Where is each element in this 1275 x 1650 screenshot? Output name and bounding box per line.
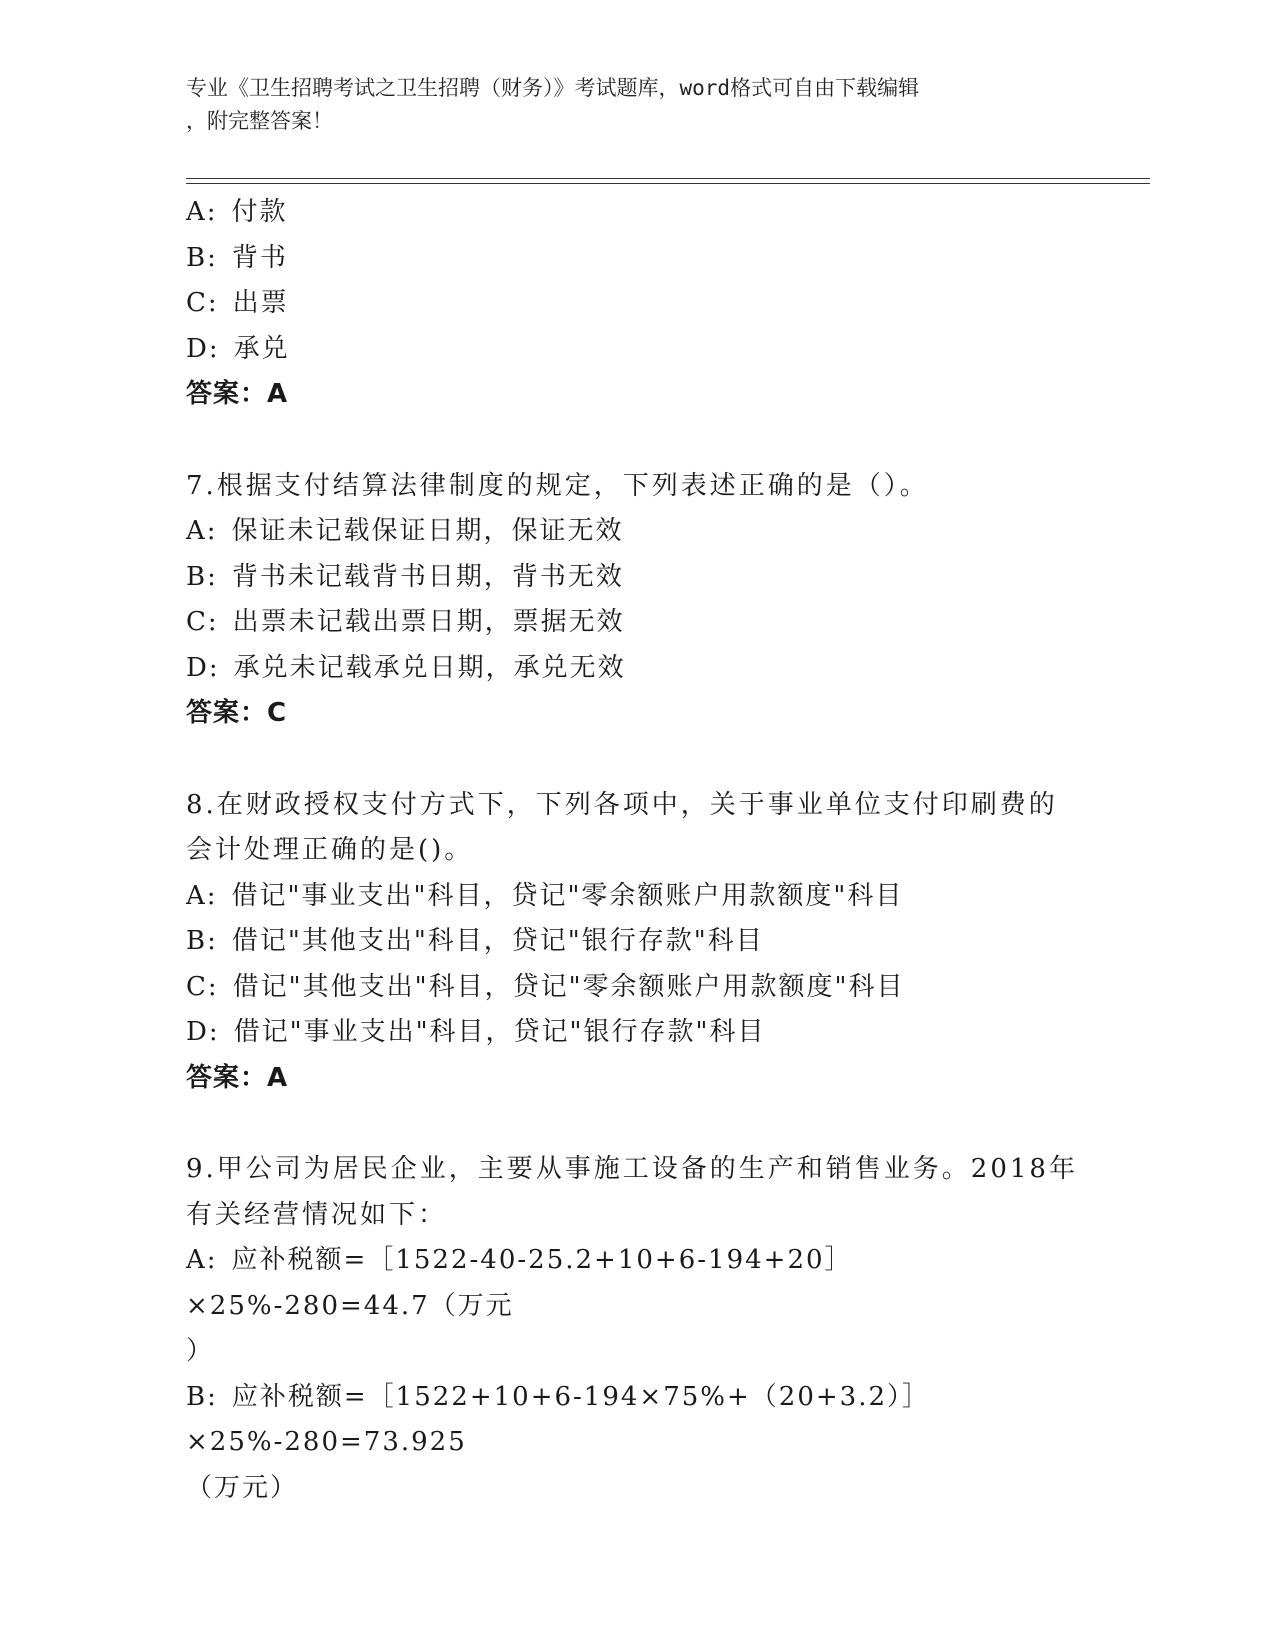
option-b-line-2: （万元） (186, 1472, 299, 1503)
question-text: 7.根据支付结算法律制度的规定，下列表述正确的是（）。 (186, 470, 929, 501)
option-a: A: 付款 (186, 197, 288, 227)
option-b: B: 背书未记载背书日期，背书无效 (186, 561, 624, 592)
question-8 (186, 783, 1086, 1102)
question-7 (186, 464, 1086, 737)
spacer (186, 737, 1086, 783)
question-6 (186, 190, 1086, 418)
header-line-1: 专业《卫生招聘考试之卫生招聘（财务）》考试题库，word格式可自由下载编辑 (186, 76, 920, 100)
answer: 答案：A (186, 379, 289, 409)
question-text-line-1: 9.甲公司为居民企业，主要从事施工设备的生产和销售业务。2018年 (186, 1154, 1078, 1184)
header-divider-top (186, 178, 1150, 179)
header-line-2: ，附完整答案！ (186, 109, 333, 133)
option-b: B: 借记"其他支出"科目，贷记"银行存款"科目 (186, 926, 764, 956)
question-9 (186, 1147, 1086, 1511)
option-b: B: 背书 (186, 242, 288, 273)
option-a: A: 借记"事业支出"科目，贷记"零余额账户用款额度"科目 (186, 880, 904, 911)
header-divider-bottom (186, 183, 1150, 184)
answer: 答案：A (186, 1062, 289, 1093)
option-a-line-1: A: 应补税额=［1522-40-25.2+10+6-194+20］×25%-280=44.7（万元 (186, 1245, 853, 1321)
option-c: C: 出票未记载出票日期，票据无效 (186, 607, 625, 637)
option-c: C: 借记"其他支出"科目，贷记"零余额账户用款额度"科目 (186, 971, 905, 1002)
option-b-line-1: B: 应补税额=［1522+10+6-194×75%+（20+3.2）］×25%-280=73.925 (186, 1381, 931, 1457)
option-a-line-2: ） (186, 1336, 215, 1366)
option-d: D: 承兑未记载承兑日期，承兑无效 (186, 652, 626, 683)
question-text-line-2: 会计处理正确的是()。 (186, 835, 474, 865)
spacer (186, 418, 1086, 464)
option-d: D: 借记"事业支出"科目，贷记"银行存款"科目 (186, 1017, 766, 1047)
option-a: A: 保证未记载保证日期，保证无效 (186, 516, 624, 546)
answer: 答案：C (186, 698, 288, 728)
option-c: C: 出票 (186, 288, 289, 318)
document-header (186, 72, 1066, 138)
document-body (186, 190, 1086, 1511)
option-d: D: 承兑 (186, 333, 290, 364)
question-text-line-1: 8.在财政授权支付方式下，下列各项中，关于事业单位支付印刷费的 (186, 789, 1058, 820)
question-text-line-2: 有关经营情况如下： (186, 1199, 448, 1230)
spacer (186, 1101, 1086, 1147)
